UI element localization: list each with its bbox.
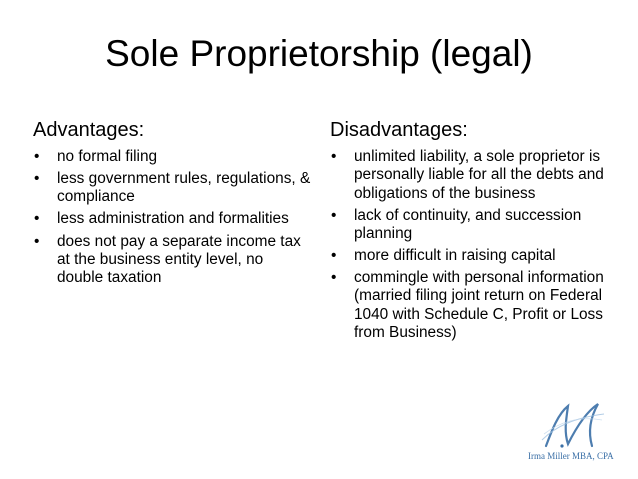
list-item xyxy=(330,207,620,244)
slide-title: Sole Proprietorship (legal) xyxy=(105,33,533,74)
bullet-icon: • xyxy=(331,148,337,165)
list-item xyxy=(330,148,620,203)
advantages-heading: Advantages: xyxy=(33,119,145,141)
disadvantages-list xyxy=(330,148,620,342)
logo xyxy=(528,400,628,470)
disadvantages-heading: Disadvantages: xyxy=(330,119,468,141)
bullet-icon: • xyxy=(331,269,337,287)
bullet-icon: • xyxy=(331,206,337,224)
list-item-text: no formal filing xyxy=(57,148,158,165)
list-item xyxy=(33,170,313,207)
list-item-text: does not pay a separate income tax at the business entity level, no double taxation xyxy=(57,232,301,287)
list-item-text: less administration and formalities xyxy=(57,210,289,228)
monogram-logo-icon xyxy=(538,400,608,452)
list-item-text: less government rules, regulations, & compliance xyxy=(57,170,311,206)
disadvantages-column xyxy=(330,118,620,346)
list-item-text: commingle with personal information (married filing joint return on Federal 1040 with Schedule C, Profit or Loss from Business) xyxy=(354,269,604,342)
list-item-text: lack of continuity, and succession planning xyxy=(354,206,582,242)
list-item xyxy=(33,148,313,166)
list-item-text: unlimited liability, a sole proprietor is personally liable for all the debts and obligations of the business xyxy=(354,148,604,202)
list-item-text: more difficult in raising capital xyxy=(354,247,556,265)
advantages-column xyxy=(33,118,313,291)
list-item xyxy=(33,210,313,228)
bullet-icon: • xyxy=(34,232,40,250)
list-item xyxy=(330,269,620,342)
bullet-icon: • xyxy=(34,148,40,165)
list-item xyxy=(33,233,313,288)
bullet-icon: • xyxy=(331,247,337,265)
logo-caption: Irma Miller MBA, CPA xyxy=(528,451,614,461)
bullet-icon: • xyxy=(34,170,40,188)
advantages-list xyxy=(33,148,313,287)
bullet-icon: • xyxy=(34,210,40,228)
list-item xyxy=(330,247,620,265)
